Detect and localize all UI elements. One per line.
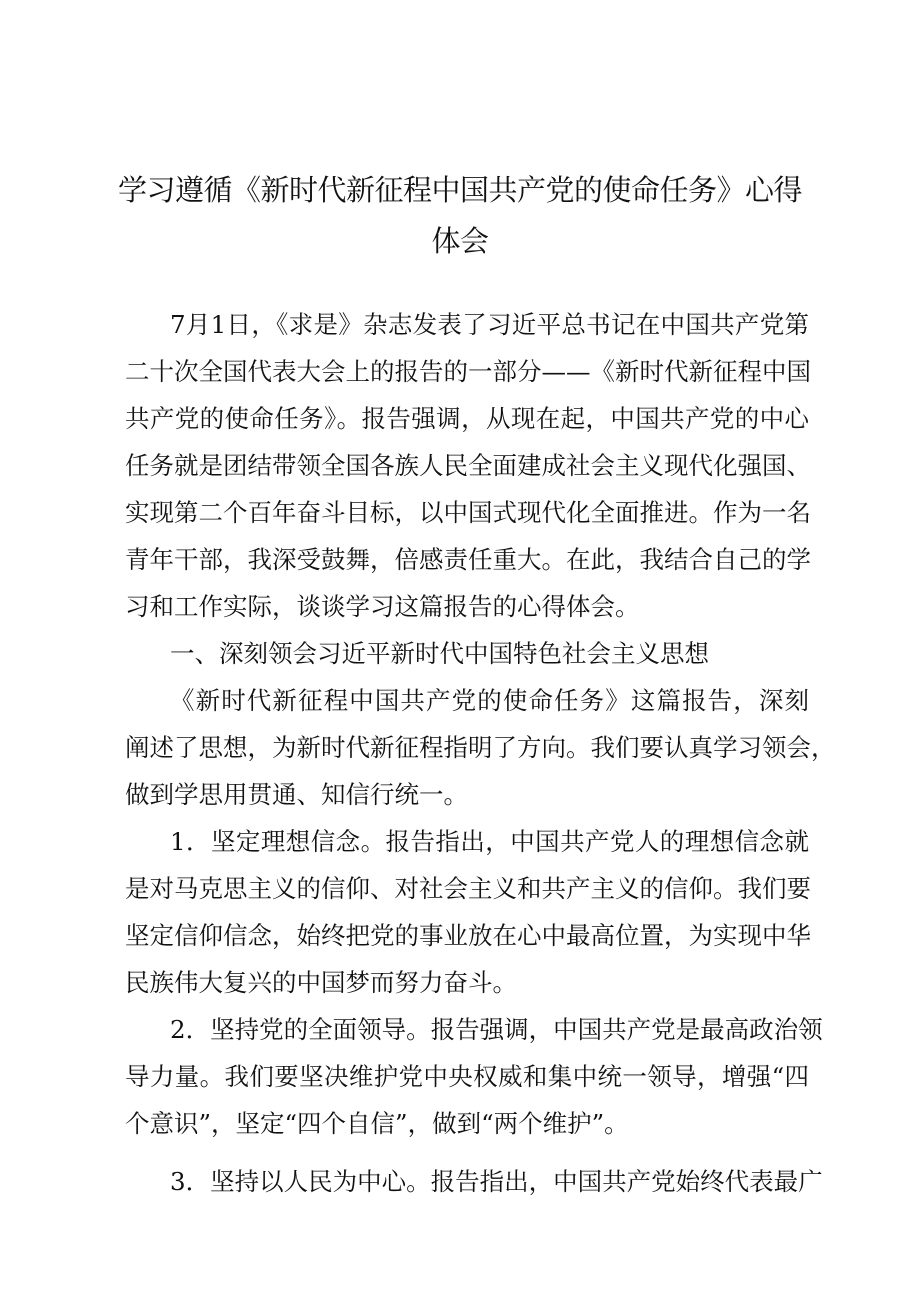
document-title-line-2: 体会 [431,224,489,258]
intro-line-1: 7月1日，《求是》杂志发表了习近平总书记在中国共产党第 [170,310,809,339]
section-1-line-2: 阐述了思想，为新时代新征程指明了方向。我们要认真学习领会， [125,733,836,762]
document-title-line-1: 学习遵循《新时代新征程中国共产党的使命任务》心得 [117,173,802,207]
section-1-line-1: 《新时代新征程中国共产党的使命任务》这篇报告，深刻 [170,686,809,715]
point-2-line-3: 个意识”，坚定“四个自信”，做到“两个维护”。 [125,1109,629,1138]
section-1-line-3: 做到学思用贯通、知信行统一。 [125,780,468,809]
intro-line-5: 实现第二个百年奋斗目标，以中国式现代化全面推进。作为一名 [125,498,811,527]
intro-line-6: 青年干部，我深受鼓舞，倍感责任重大。在此，我结合自己的学 [125,545,811,574]
intro-line-4: 任务就是团结带领全国各族人民全面建成社会主义现代化强国、 [125,451,811,480]
point-2-line-2: 导力量。我们要坚决维护党中央权威和集中统一领导，增强“四 [125,1062,809,1091]
intro-line-7: 习和工作实际，谈谈学习这篇报告的心得体会。 [125,592,640,621]
point-1-line-4: 民族伟大复兴的中国梦而努力奋斗。 [125,968,517,997]
point-1-line-3: 坚定信仰信念，始终把党的事业放在心中最高位置，为实现中华 [125,921,811,950]
intro-line-3: 共产党的使命任务》。报告强调，从现在起，中国共产党的中心 [125,404,809,433]
section-1-heading: 一、深刻领会习近平新时代中国特色社会主义思想 [170,639,709,668]
point-1-line-2: 是对马克思主义的信仰、对社会主义和共产主义的信仰。我们要 [125,874,811,903]
intro-line-2: 二十次全国代表大会上的报告的一部分——《新时代新征程中国 [125,357,811,386]
point-2-line-1: 2．坚持党的全面领导。报告强调，中国共产党是最高政治领 [170,1015,823,1044]
point-3-line-1: 3．坚持以人民为中心。报告指出，中国共产党始终代表最广 [170,1167,823,1196]
point-1-line-1: 1．坚定理想信念。报告指出，中国共产党人的理想信念就 [170,827,809,856]
